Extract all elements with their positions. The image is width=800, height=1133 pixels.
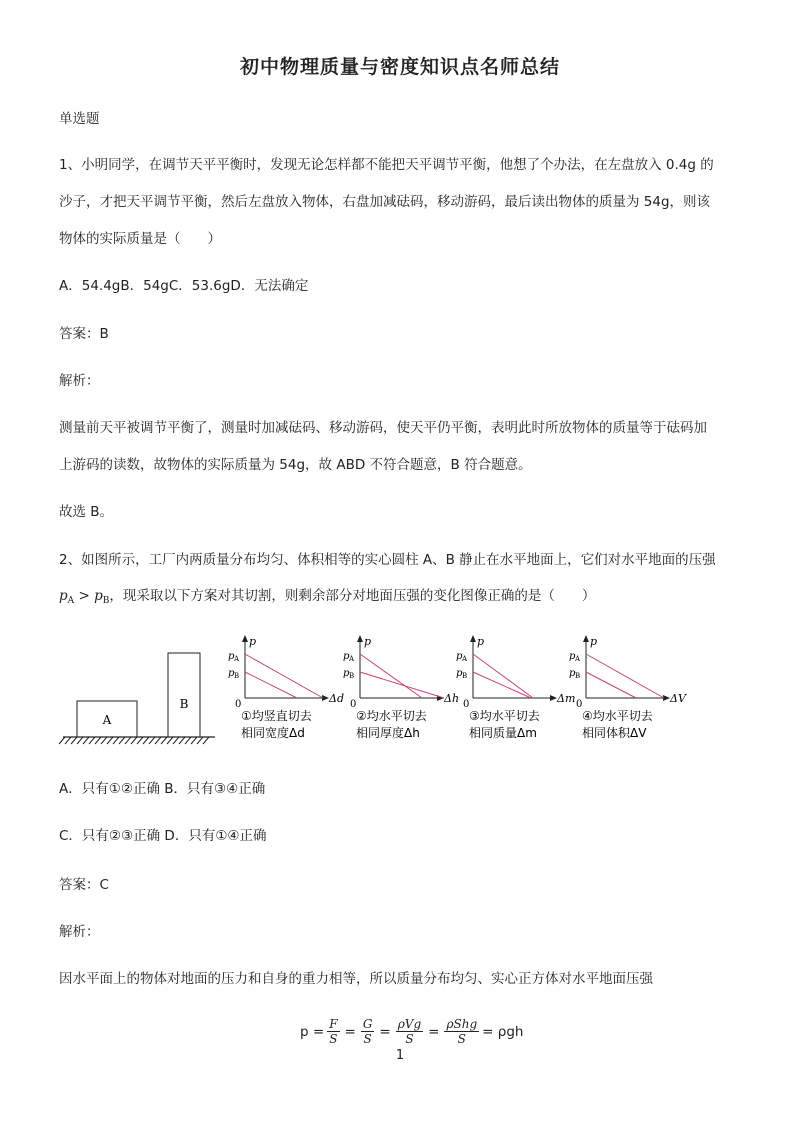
pressure-formula xyxy=(300,1017,523,1046)
hatch-line xyxy=(65,737,71,744)
pa-subscript: A xyxy=(349,655,355,663)
graph-caption-line1: ①均竖直切去 xyxy=(241,709,312,723)
pressure-graph-4 xyxy=(569,635,687,740)
q2-options-line2: C．只有②③正确 D．只有①④正确 xyxy=(59,828,267,844)
hatch-line xyxy=(59,737,65,744)
x-axis-label: Δm xyxy=(557,692,576,705)
hatch-line xyxy=(89,737,95,744)
pa-subscript: A xyxy=(575,655,581,663)
block-b-label: B xyxy=(179,697,189,711)
line-b xyxy=(360,672,444,698)
q1-analysis-line2: 上游码的读数，故物体的实际质量为 54g，故 ABD 不符合题意，B 符合题意。 xyxy=(59,457,532,473)
graph-caption-line2: 相同质量Δm xyxy=(469,726,537,740)
page-number: 1 xyxy=(395,1048,405,1063)
x-axis-arrow xyxy=(663,695,670,701)
hatch-line xyxy=(107,737,113,744)
graph-caption-line2: 相同宽度Δd xyxy=(241,726,305,740)
x-axis-label: Δd xyxy=(329,692,344,705)
pa-subscript: A xyxy=(234,655,240,663)
q1-analysis-line1: 测量前天平被调节平衡了，测量时加减砝码、移动游码，使天平仍平衡，表明此时所放物体的质量等于砝码加 xyxy=(59,420,707,436)
pb-label: p xyxy=(569,668,576,679)
pb-subscript: B xyxy=(349,672,355,680)
q2-text-line1: 2、如图所示，工厂内两质量分布均匀、体积相等的实心圆柱 A、B 静止在水平地面上，它们对水平地面的压强 xyxy=(59,552,716,568)
x-axis-arrow xyxy=(550,695,557,701)
hatch-line xyxy=(143,737,149,744)
section-heading: 单选题 xyxy=(59,111,100,127)
hatch-line xyxy=(71,737,77,744)
hatch-line xyxy=(173,737,179,744)
hatch-line xyxy=(185,737,191,744)
q1-analysis-label: 解析： xyxy=(59,373,100,389)
line-b xyxy=(245,672,297,698)
hatch-line xyxy=(197,737,203,744)
graph-caption-line1: ④均水平切去 xyxy=(582,709,653,723)
fraction-rhoshg-s: $\frac{\text{ρShg}}{S}$ xyxy=(446,1017,478,1046)
pb-label: p xyxy=(228,668,235,679)
y-axis-arrow xyxy=(357,635,363,642)
y-axis-label: p xyxy=(249,635,257,648)
y-axis-arrow xyxy=(583,635,589,642)
hatch-line xyxy=(137,737,143,744)
hatch-line xyxy=(203,737,209,744)
hatch-line xyxy=(119,737,125,744)
hatch-line xyxy=(125,737,131,744)
graph-caption-line2: 相同厚度Δh xyxy=(356,726,420,740)
q2-options-line1: A．只有①②正确 B．只有③④正确 xyxy=(59,781,266,797)
origin-label: 0 xyxy=(235,699,242,710)
pb-subscript: B xyxy=(462,672,468,680)
line-b xyxy=(586,672,636,698)
graph-caption-line1: ②均水平切去 xyxy=(356,709,427,723)
x-axis-arrow xyxy=(322,695,329,701)
hatch-line xyxy=(179,737,185,744)
hatch-line xyxy=(191,737,197,744)
line-a xyxy=(586,654,664,698)
formula-lhs: p = xyxy=(300,1023,325,1040)
hatch-line xyxy=(101,737,107,744)
hatch-line xyxy=(77,737,83,744)
q1-options: A．54.4gB．54gC．53.6gD．无法确定 xyxy=(59,278,309,294)
pa-label: p xyxy=(569,651,576,662)
fraction-rhovg-s: $\frac{\text{ρVg}}{S}$ xyxy=(397,1017,422,1046)
origin-label: 0 xyxy=(350,699,357,710)
q2-analysis-line1: 因水平面上的物体对地面的压力和自身的重力相等，所以质量分布均匀、实心正方体对水平地面压强 xyxy=(59,971,653,987)
origin-label: 0 xyxy=(576,699,583,710)
block-b xyxy=(168,653,200,737)
q1-text-line1: 1、小明同学，在调节天平平衡时，发现无论怎样都不能把天平调节平衡，他想了个办法，在左盘放入 0.4g 的 xyxy=(59,157,714,173)
hatch-line xyxy=(167,737,173,744)
equals-sign: = xyxy=(428,1023,440,1040)
q2-analysis-label: 解析： xyxy=(59,924,100,940)
block-a-label: A xyxy=(102,713,112,727)
pa-label: p xyxy=(456,651,463,662)
y-axis-arrow xyxy=(470,635,476,642)
y-axis-label: p xyxy=(590,635,598,648)
origin-label: 0 xyxy=(463,699,470,710)
pressure-graph-3 xyxy=(456,635,575,740)
line-b xyxy=(473,672,531,698)
q1-text-line2: 沙子，才把天平调节平衡，然后左盘放入物体，右盘加减砝码，移动游码，最后读出物体的质量为 54g，则该 xyxy=(59,194,711,210)
pa-label: p xyxy=(343,651,350,662)
q2-answer: 答案：C xyxy=(59,877,109,893)
hatch-line xyxy=(83,737,89,744)
q2-pressure-condition: $p_A > p_B$ xyxy=(59,588,110,606)
hatch-line xyxy=(161,737,167,744)
graph-caption-line1: ③均水平切去 xyxy=(469,709,540,723)
hatch-line xyxy=(95,737,101,744)
y-axis-label: p xyxy=(477,635,485,648)
hatch-line xyxy=(155,737,161,744)
hatch-line xyxy=(113,737,119,744)
graph-caption-line2: 相同体积ΔV xyxy=(582,726,647,740)
pb-label: p xyxy=(456,668,463,679)
pressure-graph-1 xyxy=(228,635,344,740)
y-axis-label: p xyxy=(364,635,372,648)
ground-hatching xyxy=(59,737,209,744)
line-a xyxy=(360,654,422,698)
pb-subscript: B xyxy=(575,672,581,680)
y-axis-arrow xyxy=(242,635,248,642)
formula-rhs: = ρgh xyxy=(482,1023,524,1040)
fraction-f-s: $\frac{F}{S}$ xyxy=(329,1017,338,1046)
pressure-graph-2 xyxy=(343,635,459,740)
hatch-line xyxy=(131,737,137,744)
q1-text-line3: 物体的实际质量是（ ） xyxy=(59,231,221,247)
equals-sign: = xyxy=(344,1023,356,1040)
pb-label: p xyxy=(343,668,350,679)
x-axis-label: ΔV xyxy=(670,692,686,705)
q2-text-line2: $p_A > p_B$，现采取以下方案对其切割，则剩余部分对地面压强的变化图像正确的是（ ） xyxy=(59,588,596,606)
pa-label: p xyxy=(228,651,235,662)
equals-sign: = xyxy=(379,1023,391,1040)
q1-answer: 答案：B xyxy=(59,326,109,342)
page-title: 初中物理质量与密度知识点名师总结 xyxy=(239,56,560,78)
hatch-line xyxy=(149,737,155,744)
pb-subscript: B xyxy=(234,672,240,680)
q1-conclusion: 故选 B。 xyxy=(59,504,114,520)
pa-subscript: A xyxy=(462,655,468,663)
fraction-g-s: $\frac{G}{S}$ xyxy=(362,1017,373,1046)
q2-figure xyxy=(55,628,695,748)
x-axis-label: Δh xyxy=(444,692,460,705)
